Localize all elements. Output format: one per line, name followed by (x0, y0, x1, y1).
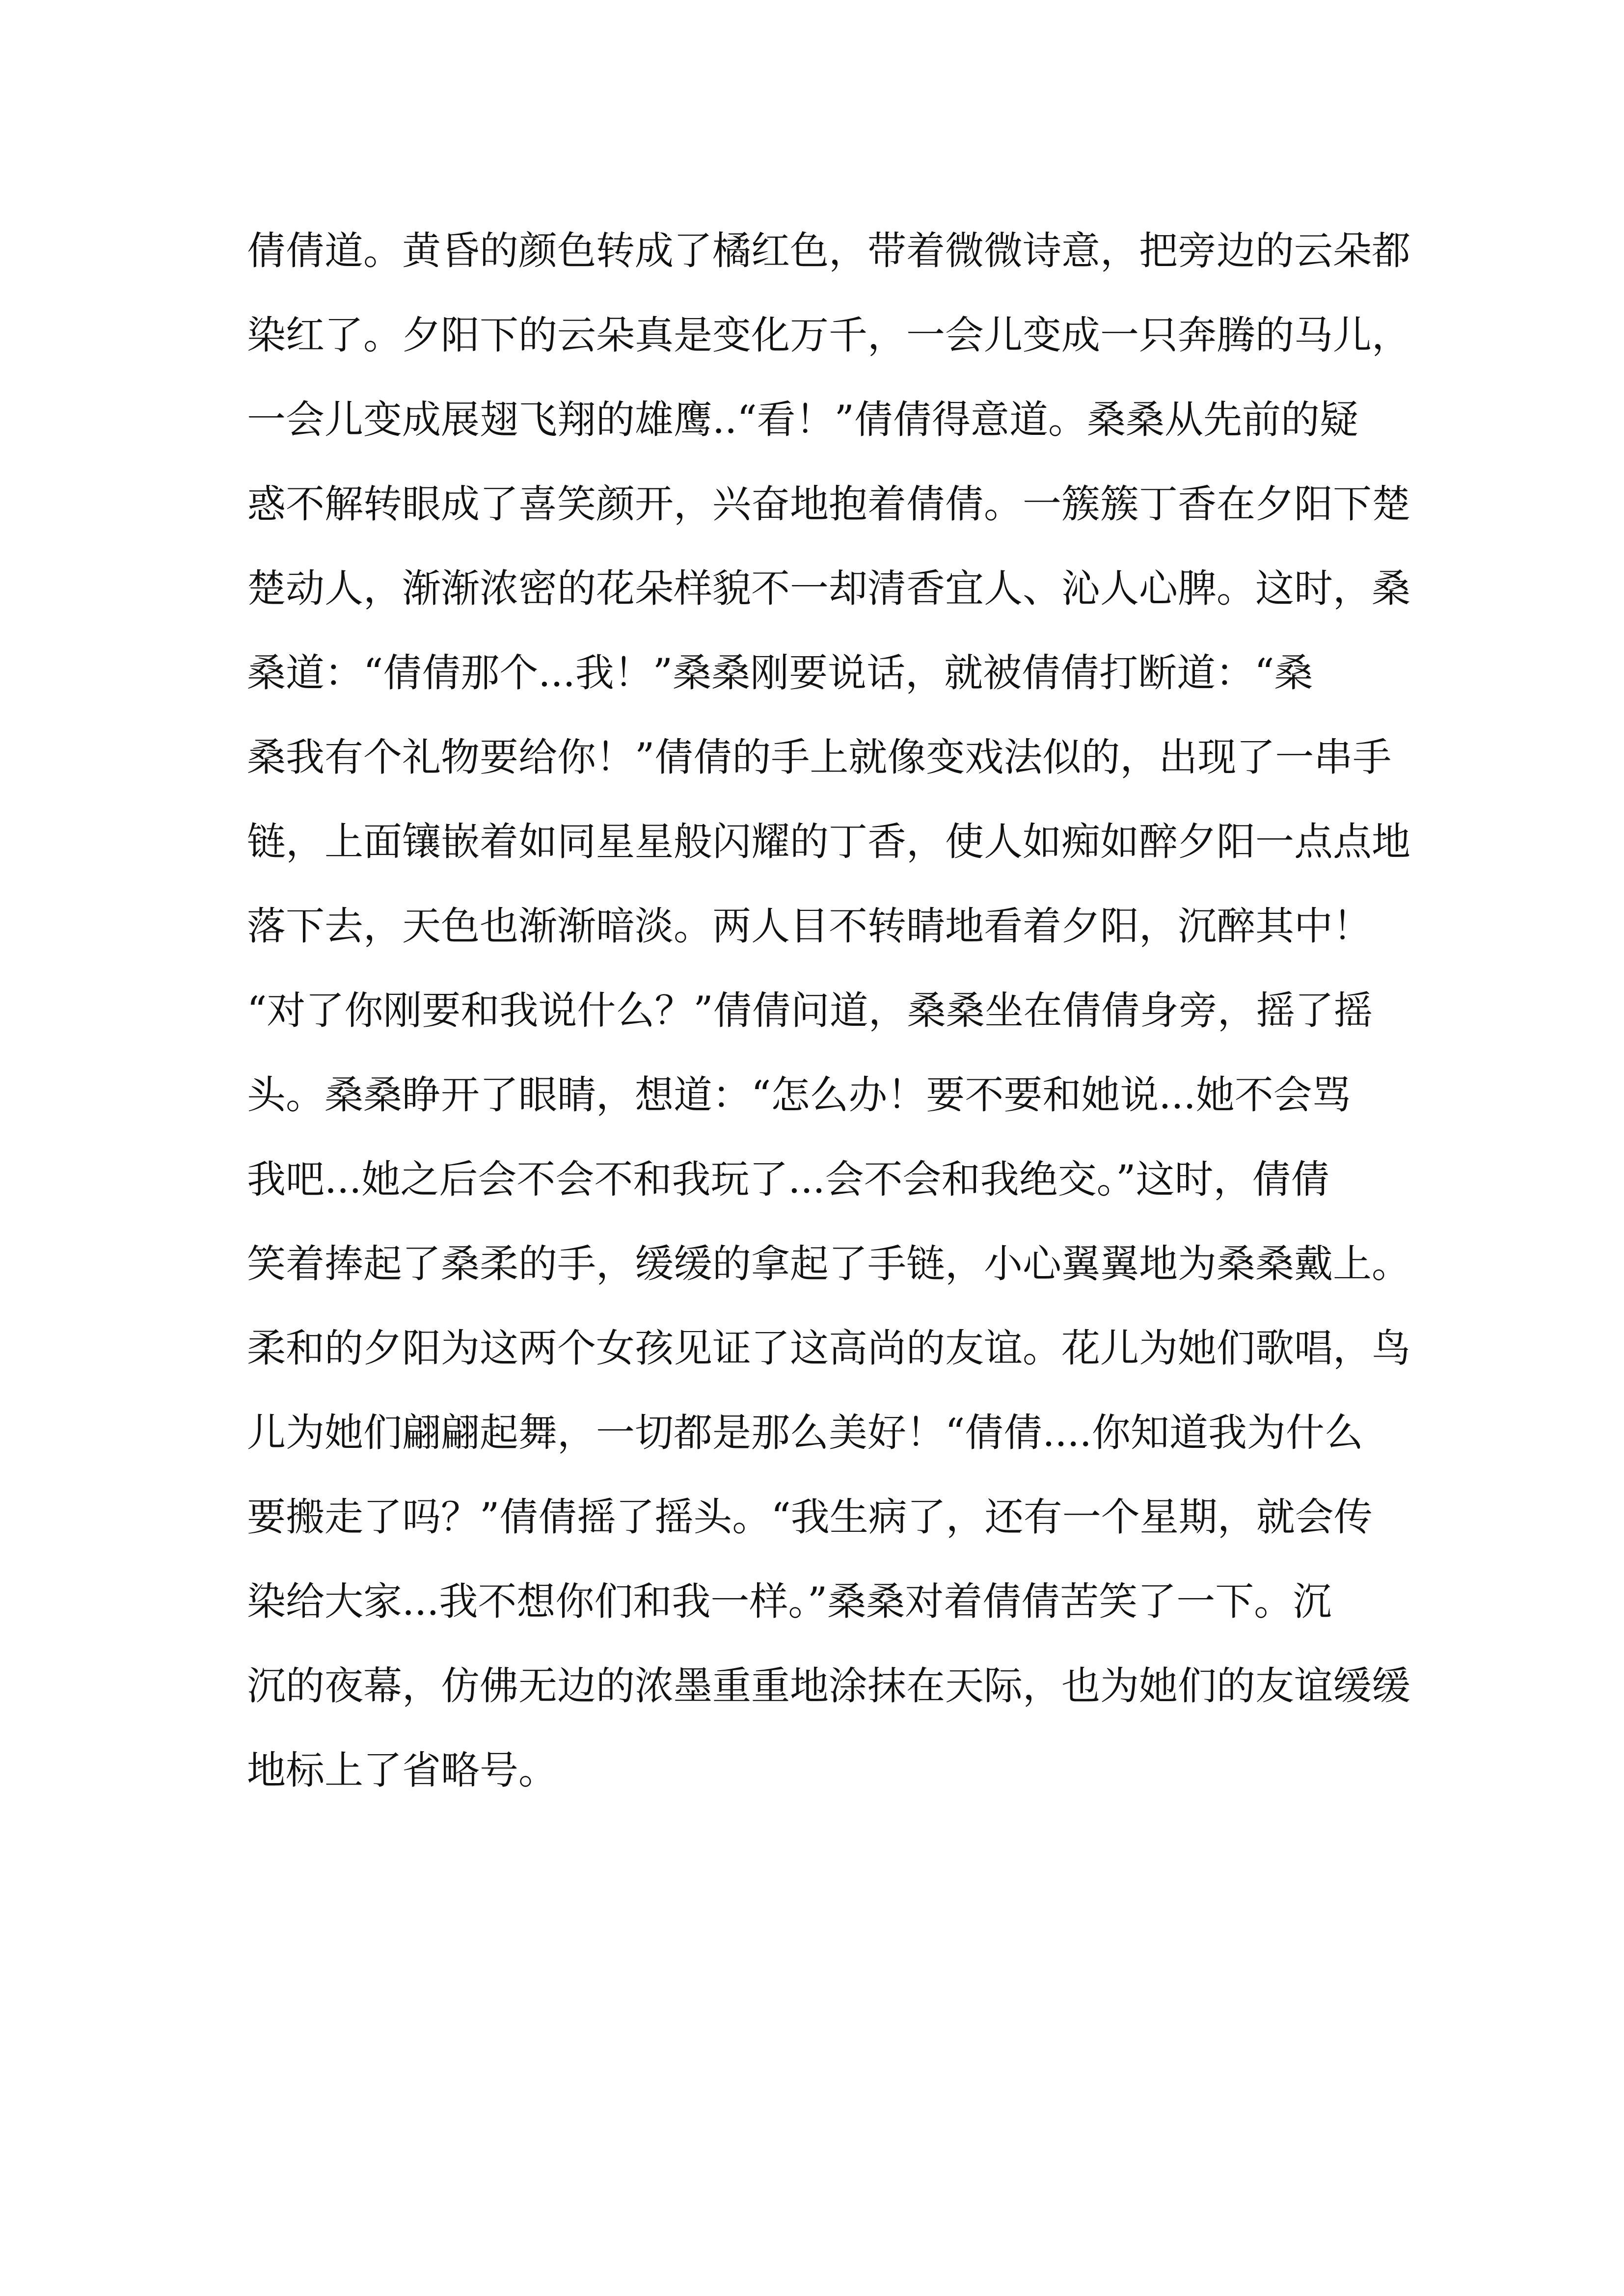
text-line: 桑道：“倩倩那个...我！”桑桑刚要说话，就被倩倩打断道：“桑 (247, 650, 1313, 695)
text-line: 一会儿变成展翅飞翔的雄鹰..“看！”倩倩得意道。桑桑从先前的疑 (247, 397, 1358, 442)
text-line: 染给大家...我不想你们和我一样。”桑桑对着倩倩苦笑了一下。沉 (247, 1579, 1332, 1624)
text-line: “对了你刚要和我说什么？”倩倩问道，桑桑坐在倩倩身旁，摇了摇 (247, 988, 1373, 1033)
text-line: 染红了。夕阳下的云朵真是变化万千，一会儿变成一只奔腾的马儿， (247, 313, 1410, 358)
text-line: 我吧...她之后会不会不和我玩了...会不会和我绝交。”这时，倩倩 (247, 1157, 1330, 1202)
body-text (247, 209, 1425, 1813)
text-line: 要搬走了吗？”倩倩摇了摇头。“我生病了，还有一个星期，就会传 (247, 1495, 1373, 1540)
text-line: 倩倩道。黄昏的颜色转成了橘红色，带着微微诗意，把旁边的云朵都 (247, 228, 1410, 273)
text-line: 头。桑桑睁开了眼睛，想道：“怎么办！要不要和她说...她不会骂 (247, 1072, 1351, 1118)
text-line: 落下去，天色也渐渐暗淡。两人目不转睛地看着夕阳，沉醉其中！ (247, 904, 1372, 949)
text-line: 地标上了省略号。 (247, 1748, 557, 1793)
text-line: 沉的夜幕，仿佛无边的浓墨重重地涂抹在天际，也为她们的友谊缓缓 (247, 1663, 1410, 1709)
text-line: 链，上面镶嵌着如同星星般闪耀的丁香，使人如痴如醉夕阳一点点地 (247, 819, 1410, 864)
text-line: 惑不解转眼成了喜笑颜开，兴奋地抱着倩倩。一簇簇丁香在夕阳下楚 (247, 481, 1410, 527)
text-line: 桑我有个礼物要给你！”倩倩的手上就像变戏法似的，出现了一串手 (247, 735, 1392, 780)
text-line: 笑着捧起了桑柔的手，缓缓的拿起了手链，小心翼翼地为桑桑戴上。 (247, 1241, 1410, 1286)
text-line: 儿为她们翩翩起舞，一切都是那么美好！“倩倩....你知道我为什么 (247, 1410, 1363, 1455)
text-line: 柔和的夕阳为这两个女孩见证了这高尚的友谊。花儿为她们歌唱，鸟 (247, 1326, 1410, 1371)
text-line: 楚动人，渐渐浓密的花朵样貌不一却清香宜人、沁人心脾。这时，桑 (247, 566, 1410, 611)
